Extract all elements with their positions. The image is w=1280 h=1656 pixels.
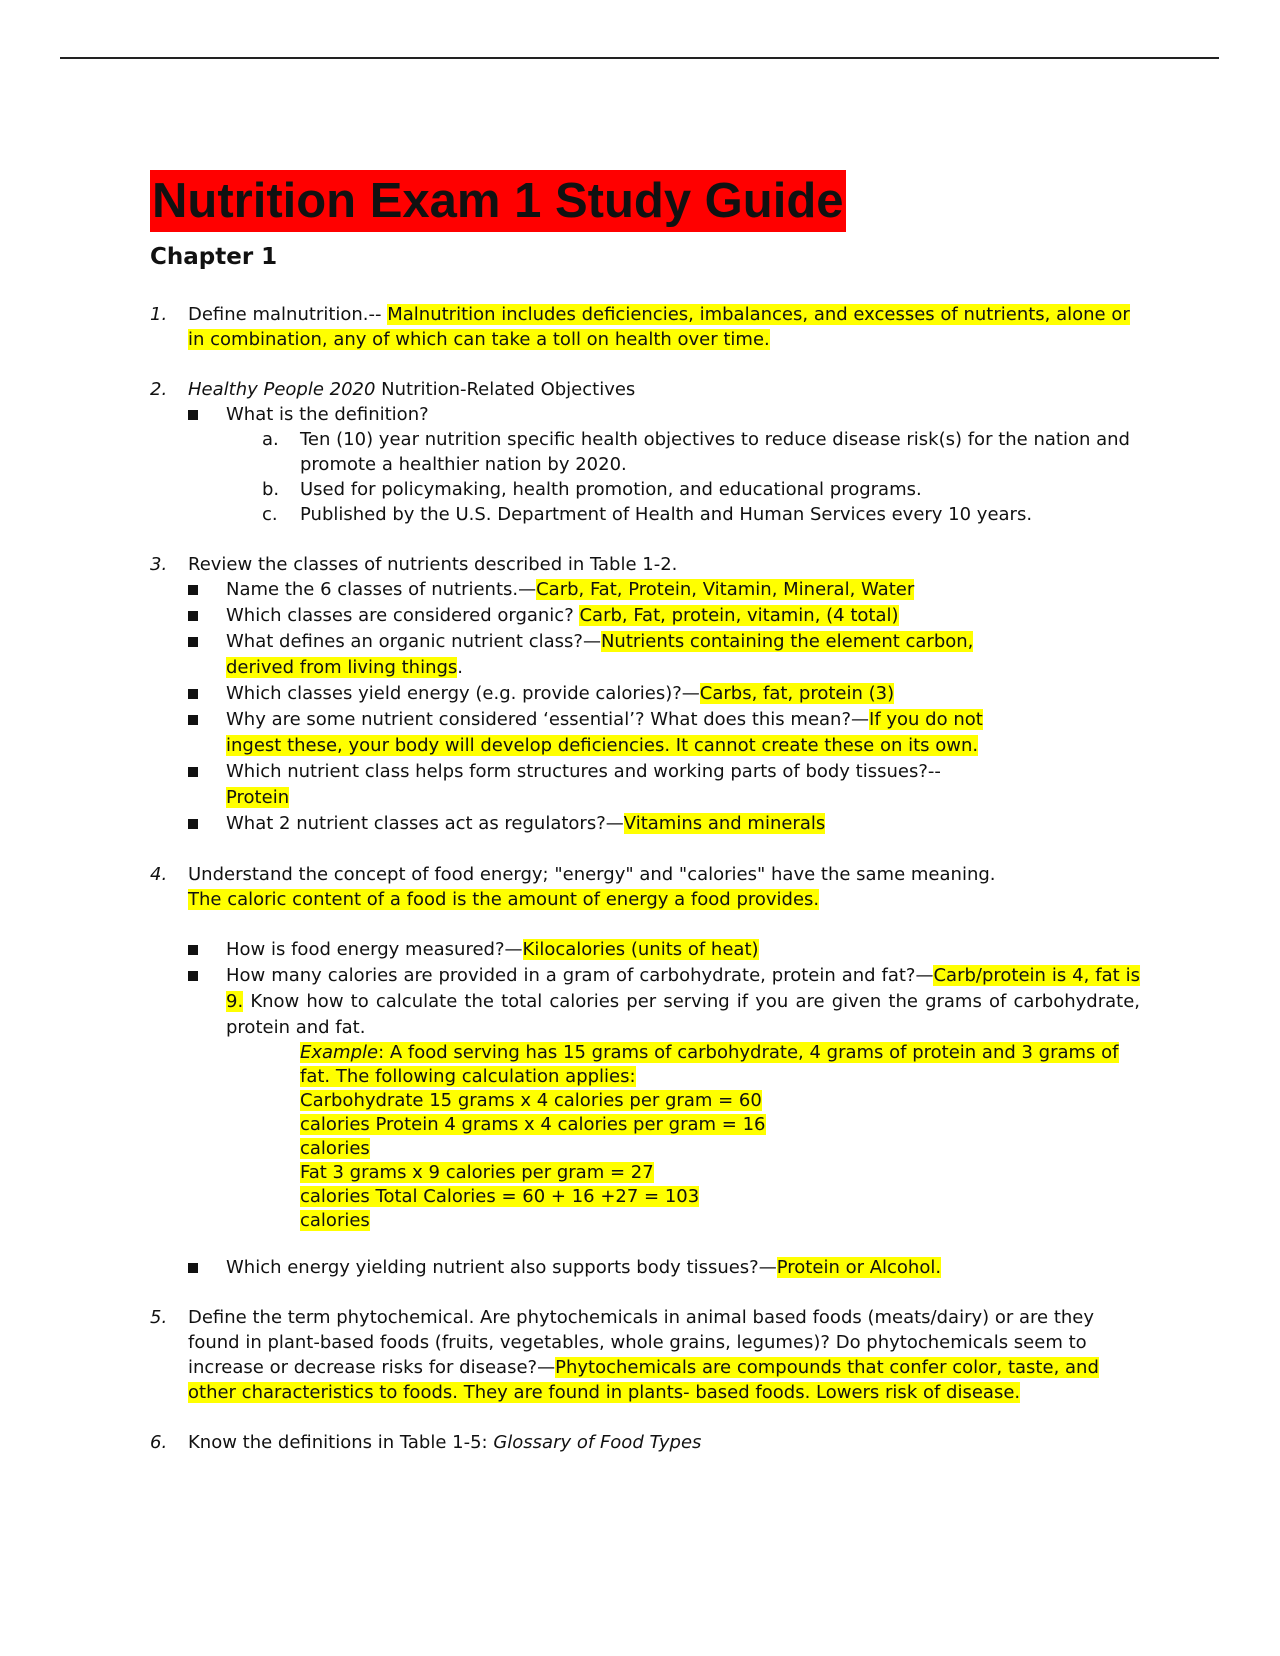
question-text: Understand the concept of food energy; "energy" and "calories" have the same meaning. [188,864,996,885]
bullet-square-icon [188,585,198,595]
question-5 [150,1305,1140,1405]
bullet-square-icon [188,715,198,725]
bullet-square-icon [188,1263,198,1273]
sub-letter: a. [262,429,279,450]
question-3 [150,552,1140,577]
answer-highlight: Protein or Alcohol. [776,1257,942,1278]
bullet-item [150,937,1140,963]
example-label: Example [300,1042,379,1063]
question-number: 3. [150,554,168,575]
answer-highlight: Carb, Fat, Protein, Vitamin, Mineral, Water [536,579,915,600]
answer-highlight: Carb, Fat, protein, vitamin, (4 total) [579,605,899,626]
calc-line: calories [300,1210,370,1231]
chapter-heading: Chapter 1 [150,244,278,270]
question-1 [150,302,1140,352]
bullet-question: Name the 6 classes of nutrients.— [226,579,537,600]
answer-highlight: Carbs, fat, protein (3) [699,683,895,704]
bullet-square-icon [188,945,198,955]
bullet-square-icon [188,819,198,829]
calc-line: calories Total Calories = 60 + 16 +27 = 103 [300,1186,700,1207]
sub-item-b [150,477,1140,502]
document-title: Nutrition Exam 1 Study Guide [150,170,846,232]
bullet-question: What 2 nutrient classes act as regulators?— [226,813,624,834]
bullet-question: What defines an organic nutrient class?— [226,631,601,652]
question-number: 6. [150,1432,168,1453]
question-2 [150,377,1140,402]
sub-item-c [150,502,1140,527]
answer-highlight: The caloric content of a food is the amount of energy a food provides. [188,889,820,910]
answer-highlight: Malnutrition includes deficiencies, imbalances, and excesses of nutrients, alone or in combination, any of which can take a toll on health over time. [188,304,1130,350]
example-block [150,1041,1140,1233]
question-number: 4. [150,864,168,885]
calc-line: Carbohydrate 15 grams x 4 calories per gram = 60 [300,1090,762,1111]
bullet-question: How many calories are provided in a gram of carbohydrate, protein and fat?— [226,965,934,986]
bullet-item [150,963,1140,1041]
bullet-item [150,1255,1140,1280]
document-page [150,170,1140,1455]
bullet-item [150,707,1140,759]
answer-highlight: Phytochemicals are compounds that confer color, taste, and other characteristics to foods. They are found in plants- based foods. Lowers risk of disease. [188,1357,1099,1403]
bullet-square-icon [188,971,198,981]
answer-highlight: Vitamins and minerals [623,813,826,834]
question-text: Know the definitions in Table 1-5: [188,1432,494,1453]
question-6 [150,1430,1140,1455]
example-intro [300,1041,1140,1089]
example-text: : A food serving has 15 grams of carbohydrate, 4 grams of protein and 3 grams of fat. The following calculation applies: [300,1042,1119,1087]
question-number: 1. [150,304,168,325]
sub-letter: c. [262,504,278,525]
bullet-tail: . [457,657,464,678]
bullet-question: Which classes yield energy (e.g. provide calories)?— [226,683,700,704]
sub-text: Published by the U.S. Department of Health and Human Services every 10 years. [300,504,1033,525]
bullet-question: Which nutrient class helps form structures and working parts of body tissues?-- [226,761,941,782]
sub-item-a [150,427,1140,477]
question-text: Define the term phytochemical. Are phytochemicals in animal based foods (meats/dairy) or are they found in plant-based foods (fruits, vegetables, whole grains, legumes)? Do phytochemicals seem to increase or decrease risks for disease?— [188,1307,1095,1378]
question-text: Define malnutrition.-- [188,304,388,325]
answer-highlight: Carb/protein is 4, fat is 9. [226,965,1140,1012]
bullet-square-icon [188,637,198,647]
calc-line: calories [300,1138,370,1159]
question-italic: Glossary of Food Types [493,1432,702,1453]
sub-text: Used for policymaking, health promotion, and educational programs. [300,479,922,500]
title-wrap [150,170,1140,232]
bullet-item [150,577,1140,603]
bullet-item [150,759,1140,811]
bullet-square-icon [188,611,198,621]
bullet-item [150,402,1140,427]
question-4 [150,862,1140,912]
bullet-question: Which classes are considered organic? [226,605,580,626]
bullet-text: What is the definition? [226,404,429,425]
bullet-item [150,681,1140,707]
calc-line: calories Protein 4 grams x 4 calories per gram = 16 [300,1114,766,1135]
sub-letter: b. [262,479,280,500]
bullet-square-icon [188,410,198,420]
question-text: Review the classes of nutrients described in Table 1-2. [188,554,678,575]
answer-highlight: Protein [226,787,290,808]
answer-highlight: Kilocalories (units of heat) [522,939,759,960]
bullet-square-icon [188,689,198,699]
question-number: 2. [150,379,168,400]
bullet-item [150,629,1140,681]
bullet-question: Why are some nutrient considered ‘essential’? What does this mean?— [226,709,870,730]
answer-highlight: Nutrients containing the element carbon, derived from living things [226,631,974,678]
sub-text: Ten (10) year nutrition specific health objectives to reduce disease risk(s) for the nation and promote a healthier nation by 2020. [300,429,1130,475]
question-title-italic: Healthy People 2020 [188,379,376,400]
question-title: Nutrition-Related Objectives [375,379,636,400]
bullet-item [150,811,1140,837]
bullet-square-icon [188,767,198,777]
answer-highlight: If you do not ingest these, your body will develop deficiencies. It cannot create these on its own. [226,709,983,756]
bullet-question: Which energy yielding nutrient also supports body tissues?— [226,1257,777,1278]
bullet-tail: Know how to calculate the total calories per serving if you are given the grams of carbohydrate, protein and fat. [226,991,1140,1038]
bullet-item [150,603,1140,629]
header-rule [60,57,1219,59]
calc-line: Fat 3 grams x 9 calories per gram = 27 [300,1162,654,1183]
bullet-question: How is food energy measured?— [226,939,523,960]
question-number: 5. [150,1307,168,1328]
